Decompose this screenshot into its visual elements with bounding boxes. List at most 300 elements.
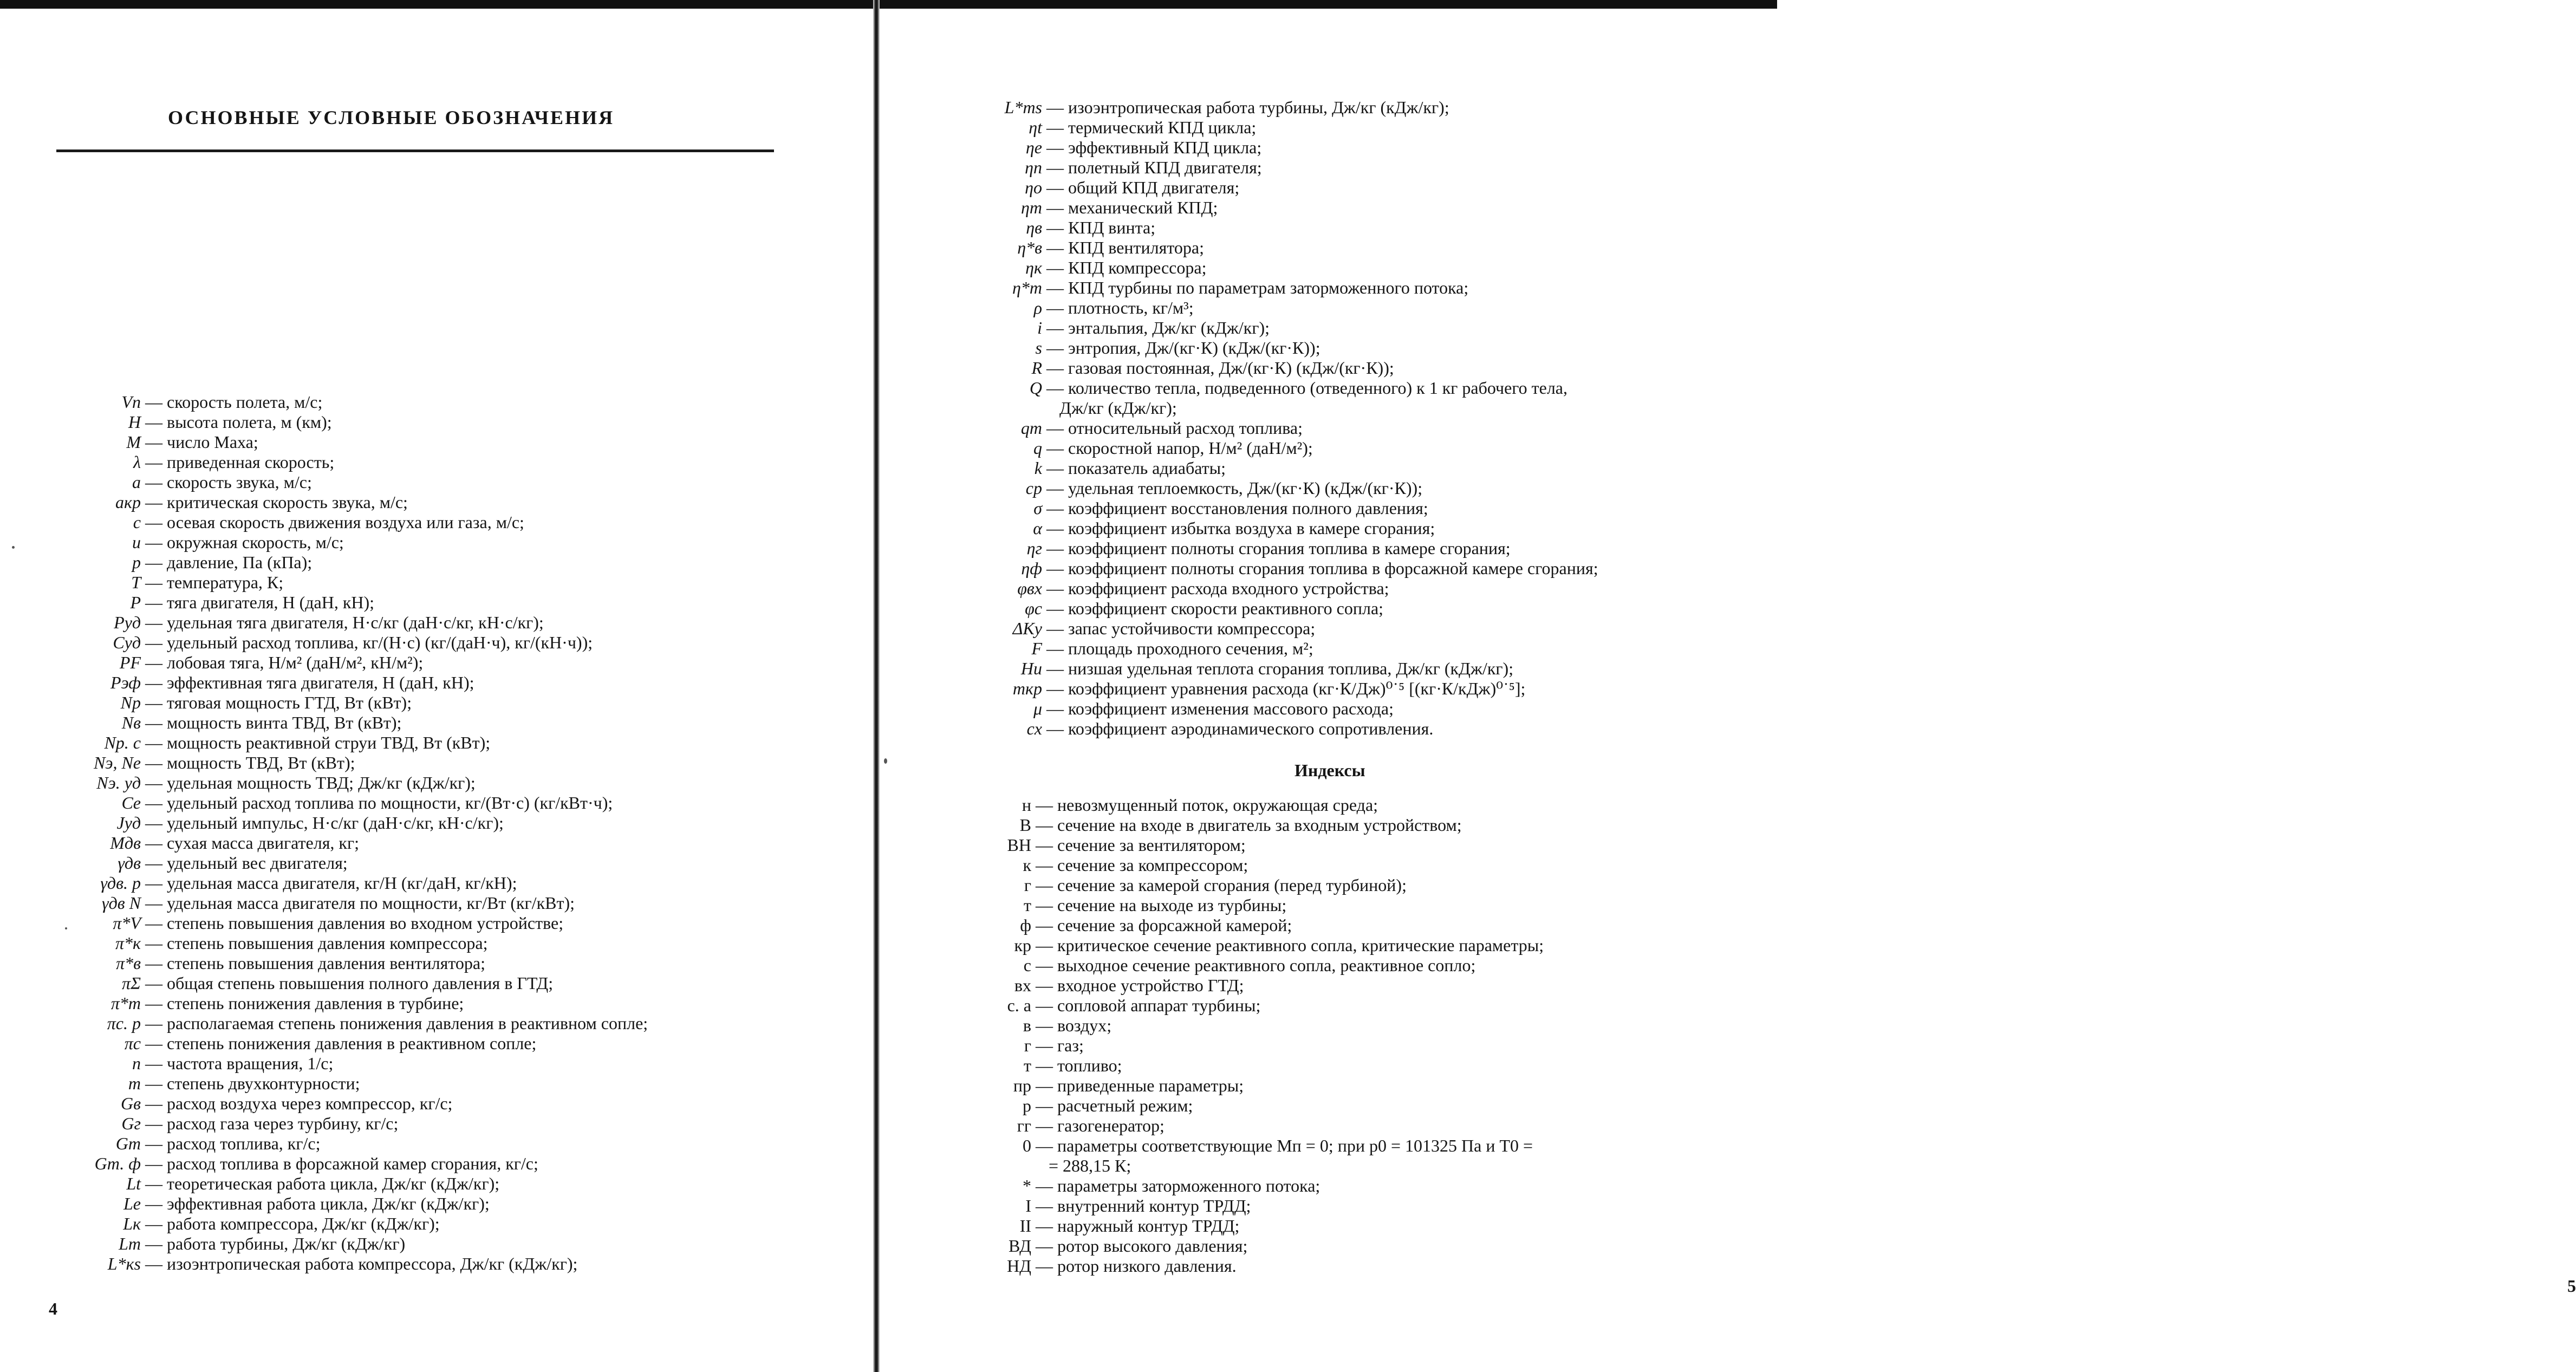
notation-row (32, 1134, 648, 1154)
notation-description: — запас устойчивости компрессора; (1046, 619, 1316, 638)
notation-row (934, 1196, 1544, 1216)
notation-row (934, 438, 1598, 458)
notation-row (934, 719, 1598, 739)
page-heading: ОСНОВНЫЕ УСЛОВНЫЕ ОБОЗНАЧЕНИЯ (168, 107, 615, 128)
notation-symbol: γдв N (101, 893, 141, 913)
notation-symbol: Cуд (113, 633, 141, 652)
notation-symbol: ηt (1029, 118, 1042, 137)
notation-symbol: m (128, 1074, 141, 1093)
notation-row (934, 138, 1598, 158)
notation-description: — коэффициент уравнения расхода (кг·К/Дж)⁰˙⁵ [(кг·К/кДж)⁰˙⁵]; (1046, 679, 1526, 698)
notation-symbol: c (133, 512, 141, 532)
notation-row (934, 378, 1598, 418)
notation-description: — топливо; (1036, 1056, 1122, 1075)
notation-row (934, 1176, 1544, 1196)
notation-description: — лобовая тяга, Н/м² (даН/м², кН/м²); (145, 653, 424, 672)
notation-description: — степень понижения давления в реактивном сопле; (145, 1033, 537, 1053)
notation-row (32, 1154, 648, 1174)
notation-description: — степень повышения давления во входном устройстве; (145, 913, 564, 933)
notation-description: — теоретическая работа цикла, Дж/кг (кДж/кг); (145, 1174, 500, 1193)
notation-description: — коэффициент расхода входного устройства; (1046, 578, 1389, 598)
notation-description: — газовая постоянная, Дж/(кг·К) (кДж/(кг·К)); (1046, 358, 1394, 378)
notation-symbol: mкр (1012, 679, 1042, 698)
notation-symbol: т (1024, 1056, 1031, 1075)
notation-symbol: φс (1025, 599, 1042, 618)
notation-row (32, 1094, 648, 1114)
notation-description: — эффективная тяга двигателя, Н (даН, кН); (145, 673, 474, 692)
notation-symbol: ВД (1009, 1236, 1031, 1256)
notation-row (934, 538, 1598, 558)
notation-description: — степень повышения давления компрессора; (145, 933, 488, 953)
notation-row (934, 599, 1598, 619)
notation-row (934, 955, 1544, 976)
notation-symbol: ηm (1021, 198, 1042, 217)
notation-row (32, 753, 648, 773)
notation-symbol: Lт (119, 1234, 141, 1253)
notation-symbol: т (1024, 895, 1031, 915)
notation-description: — удельная теплоемкость, Дж/(кг·К) (кДж/(кг·К)); (1046, 478, 1423, 498)
notation-row (934, 619, 1598, 639)
notation-row (934, 895, 1544, 915)
notation-symbol: T (131, 573, 141, 592)
notation-symbol: n (132, 1054, 141, 1073)
notation-symbol: Hu (1020, 659, 1042, 678)
scan-speck (884, 758, 887, 764)
notation-row (32, 1194, 648, 1214)
notation-symbol: вх (1014, 976, 1031, 995)
notation-row (32, 1234, 648, 1254)
notation-description: — сечение на входе в двигатель за входным устройством; (1036, 815, 1462, 835)
notation-symbol: ρ (1033, 298, 1042, 317)
notation-row (934, 318, 1598, 338)
notation-description: — коэффициент восстановления полного давления; (1046, 498, 1428, 518)
notation-row (934, 558, 1598, 578)
notation-description: — энтальпия, Дж/кг (кДж/кг); (1046, 318, 1270, 337)
notation-row (32, 773, 648, 793)
notation-row (32, 573, 648, 593)
notation-description: — критическое сечение реактивного сопла, критические параметры; (1036, 935, 1544, 955)
notation-symbol: в (1023, 1016, 1031, 1035)
notation-description: — общий КПД двигателя; (1046, 178, 1240, 197)
notation-description: — расчетный режим; (1036, 1096, 1193, 1115)
notation-row (32, 1214, 648, 1234)
notation-row (934, 578, 1598, 599)
notation-description: — площадь проходного сечения, м²; (1046, 639, 1313, 658)
right-page (880, 0, 2576, 1372)
notation-symbol: πс. р (107, 1013, 141, 1033)
notation-symbol: * (1023, 1176, 1031, 1195)
notation-symbol: qт (1020, 418, 1042, 438)
notation-symbol: Mдв (110, 833, 141, 853)
notation-description: — число Маха; (145, 432, 258, 452)
notation-row (32, 913, 648, 933)
notation-symbol: Vп (121, 392, 141, 412)
notation-description: — ротор низкого давления. (1036, 1256, 1237, 1276)
notation-symbol: π*к (115, 933, 141, 953)
notation-symbol: к (1023, 855, 1031, 875)
notation-symbol: σ (1033, 498, 1042, 518)
heading-rule (56, 149, 774, 152)
notation-description: — сопловой аппарат турбины; (1036, 996, 1261, 1015)
notation-row (32, 853, 648, 873)
notation-row (934, 815, 1544, 835)
notation-description: — термический КПД цикла; (1046, 118, 1257, 137)
notation-description: — расход воздуха через компрессор, кг/с; (145, 1094, 453, 1113)
notation-row (934, 976, 1544, 996)
notation-symbol: πΣ (121, 973, 141, 993)
notation-row (934, 498, 1598, 518)
notation-description: — входное устройство ГТД; (1036, 976, 1244, 995)
notation-symbol: I (1025, 1196, 1031, 1215)
notation-description: — степень повышения давления вентилятора; (145, 953, 485, 973)
notation-row (32, 1054, 648, 1074)
notation-description: — газ; (1036, 1036, 1084, 1055)
notation-row (32, 673, 648, 693)
notation-description: — удельный расход топлива, кг/(Н·с) (кг/(даН·ч), кг/(кН·ч)); (145, 633, 593, 652)
notation-symbol: Nв (121, 713, 141, 732)
notation-symbol: Lк (123, 1214, 141, 1233)
notation-description: — критическая скорость звука, м/с; (145, 492, 408, 512)
notation-description: — сечение за компрессором; (1036, 855, 1248, 875)
notation-row (32, 693, 648, 713)
notation-description: — осевая скорость движения воздуха или газа, м/с; (145, 512, 524, 532)
indices-heading: Индексы (1294, 760, 1365, 780)
notation-description: — изоэнтропическая работа турбины, Дж/кг (кДж/кг); (1046, 97, 1449, 117)
notation-row (934, 97, 1598, 118)
notation-description: — выходное сечение реактивного сопла, реактивное сопло; (1036, 955, 1476, 975)
book-spine (873, 0, 880, 1372)
notation-description: — расход топлива в форсажной камер сгорания, кг/с; (145, 1154, 538, 1173)
notation-row (934, 518, 1598, 538)
notation-row (32, 1013, 648, 1033)
notation-description: — приведенная скорость; (145, 452, 335, 472)
notation-row (32, 532, 648, 552)
notation-description: — воздух; (1036, 1016, 1112, 1035)
notation-description: — коэффициент избытка воздуха в камере сгорания; (1046, 518, 1435, 538)
notation-description: — расход газа через турбину, кг/с; (145, 1114, 399, 1133)
notation-description: — скоростной напор, Н/м² (даН/м²); (1046, 438, 1313, 458)
notation-description: — ротор высокого давления; (1036, 1236, 1248, 1256)
notation-description: — высота полета, м (км); (145, 412, 332, 432)
notation-row (32, 953, 648, 973)
notation-symbol: L*тs (1004, 97, 1042, 117)
notation-description: — степень понижения давления в турбине; (145, 993, 464, 1013)
notation-row (32, 1174, 648, 1194)
notation-row (934, 158, 1598, 178)
notation-row (32, 613, 648, 633)
notation-description: — удельная тяга двигателя, Н·с/кг (даН·с/кг, кН·с/кг); (145, 613, 544, 632)
notation-row (32, 512, 648, 532)
notation-symbol: γдв. р (100, 873, 141, 893)
notation-row (934, 1096, 1544, 1116)
notation-symbol: H (128, 412, 141, 432)
indices-list (934, 795, 1544, 1276)
notation-symbol: q (1033, 438, 1042, 458)
notation-row (32, 833, 648, 853)
notation-description: — степень двухконтурности; (145, 1074, 360, 1093)
notation-row (32, 1254, 648, 1274)
notation-description: — коэффициент полноты сгорания топлива в форсажной камере сгорания; (1046, 558, 1598, 578)
notation-row (32, 633, 648, 653)
notation-description: — удельный импульс, Н·с/кг (даН·с/кг, кН·с/кг); (145, 813, 504, 833)
page-number-right: 5 (2567, 1276, 2576, 1296)
notation-symbol: α (1033, 518, 1042, 538)
page-number-left: 4 (49, 1299, 57, 1318)
notation-description: — мощность винта ТВД, Вт (кВт); (145, 713, 402, 732)
notation-row (934, 1216, 1544, 1236)
notation-row (32, 412, 648, 432)
notation-row (934, 298, 1598, 318)
notation-row (934, 178, 1598, 198)
notation-symbol: M (126, 432, 141, 452)
notation-row (32, 733, 648, 753)
notation-row (32, 653, 648, 673)
notation-description: — удельный расход топлива по мощности, кг/(Вт·с) (кг/кВт·ч); (145, 793, 613, 812)
scan-speck (65, 927, 67, 929)
notation-description: — энтропия, Дж/(кг·К) (кДж/(кг·К)); (1046, 338, 1320, 357)
notation-description: — коэффициент полноты сгорания топлива в камере сгорания; (1046, 538, 1511, 558)
notation-description: — параметры заторможенного потока; (1036, 1176, 1320, 1195)
notation-description: — плотность, кг/м³; (1046, 298, 1194, 317)
notation-description: — сечение на выходе из турбины; (1036, 895, 1287, 915)
notation-description: — относительный расход топлива; (1046, 418, 1303, 438)
notation-symbol: cx (1026, 719, 1042, 738)
notation-row (32, 973, 648, 993)
notation-description: — полетный КПД двигателя; (1046, 158, 1262, 177)
notation-row (934, 1256, 1544, 1276)
notation-description: — располагаемая степень понижения давления в реактивном сопле; (145, 1013, 648, 1033)
notation-symbol: Nэ, Ne (94, 753, 141, 772)
notation-description: — удельная масса двигателя по мощности, кг/Вт (кг/кВт); (145, 893, 575, 913)
notation-symbol: k (1034, 458, 1042, 478)
notation-description: — работа турбины, Дж/кг (кДж/кг) (145, 1234, 406, 1253)
notation-row (934, 1136, 1544, 1176)
notation-row (32, 873, 648, 893)
notation-description: — газогенератор; (1036, 1116, 1165, 1135)
notation-row (32, 392, 648, 412)
notation-row (934, 278, 1598, 298)
notation-symbol: р (1023, 1096, 1031, 1115)
notation-symbol: Jуд (116, 813, 141, 833)
notation-symbol: π*V (113, 913, 141, 933)
notation-description: — коэффициент аэродинамического сопротивления. (1046, 719, 1434, 738)
notation-description: — общая степень повышения полного давления в ГТД; (145, 973, 554, 993)
notation-symbol: a (132, 472, 141, 492)
notation-symbol: Lt (126, 1174, 141, 1193)
notation-description: — удельная мощность ТВД; Дж/кг (кДж/кг); (145, 773, 476, 792)
notation-row (32, 713, 648, 733)
notation-symbol: Gв (121, 1094, 141, 1113)
notation-description: — внутренний контур ТРДД; (1036, 1196, 1251, 1215)
notation-description: — невозмущенный поток, окружающая среда; (1036, 795, 1378, 815)
notation-symbol: cp (1025, 478, 1042, 498)
notation-row (934, 218, 1598, 238)
notation-symbol: НД (1007, 1256, 1031, 1276)
notation-row (32, 793, 648, 813)
notation-description: — показатель адиабаты; (1046, 458, 1226, 478)
notation-symbol: II (1019, 1216, 1031, 1236)
notation-symbol: P (130, 593, 141, 612)
notation-description: — механический КПД; (1046, 198, 1218, 217)
notation-row (32, 813, 648, 833)
notation-description: — наружный контур ТРДД; (1036, 1216, 1240, 1236)
notation-description: — сечение за вентилятором; (1036, 835, 1246, 855)
notation-row (32, 472, 648, 492)
notation-symbol: ηe (1025, 138, 1042, 157)
notation-row (32, 933, 648, 953)
notation-description: — эффективный КПД цикла; (1046, 138, 1262, 157)
notation-row (934, 935, 1544, 955)
notation-row (934, 1116, 1544, 1136)
notation-symbol: ηо (1025, 178, 1042, 197)
notation-symbol: φвх (1017, 578, 1042, 598)
notation-row (934, 1056, 1544, 1076)
notation-description: — количество тепла, подведенного (отведенного) к 1 кг рабочего тела, Дж/кг (кДж/кг); (1046, 378, 1567, 418)
notation-row (32, 593, 648, 613)
notation-description: — удельный вес двигателя; (145, 853, 348, 873)
notation-symbol: Gт. ф (94, 1154, 141, 1173)
notation-symbol: Le (123, 1194, 141, 1213)
notation-row (934, 996, 1544, 1016)
notation-symbol: aкр (115, 492, 141, 512)
notation-symbol: ΔKу (1012, 619, 1042, 638)
notation-symbol: i (1037, 318, 1042, 337)
notation-symbol: η*в (1017, 238, 1042, 257)
notation-description: — тяговая мощность ГТД, Вт (кВт); (145, 693, 412, 712)
notation-row (934, 1076, 1544, 1096)
notation-row (934, 659, 1598, 679)
notation-symbol: пр (1013, 1076, 1031, 1095)
notation-row (934, 1036, 1544, 1056)
notation-symbol: λ (133, 452, 141, 472)
notation-row (934, 679, 1598, 699)
notation-description: — КПД винта; (1046, 218, 1156, 237)
notation-symbol: Gг (121, 1114, 141, 1133)
notation-description: — работа компрессора, Дж/кг (кДж/кг); (145, 1214, 440, 1233)
notation-row (934, 1236, 1544, 1256)
notation-description: — скорость полета, м/с; (145, 392, 323, 412)
notation-symbol: Ce (121, 793, 141, 812)
notation-description: — окружная скорость, м/с; (145, 532, 344, 552)
notation-row (934, 915, 1544, 935)
notation-description: — удельная масса двигателя, кг/Н (кг/даН, кг/кН); (145, 873, 517, 893)
left-page (0, 0, 873, 1372)
notation-symbol: 0 (1023, 1136, 1031, 1155)
notation-symbol: ηв (1026, 218, 1042, 237)
notation-symbol: p (132, 552, 141, 572)
notation-list-right (934, 97, 1598, 739)
notation-symbol: Pэф (110, 673, 141, 692)
notation-symbol: Nр. с (104, 733, 141, 752)
notation-symbol: μ (1033, 699, 1042, 718)
notation-symbol: ηк (1025, 258, 1042, 277)
notation-row (934, 238, 1598, 258)
notation-symbol: Gт (115, 1134, 141, 1153)
notation-row (934, 478, 1598, 498)
notation-description: — сечение за камерой сгорания (перед турбиной); (1036, 875, 1407, 895)
notation-row (934, 198, 1598, 218)
notation-symbol: πс (124, 1033, 141, 1053)
notation-symbol: L*кs (107, 1254, 141, 1273)
notation-description: — частота вращения, 1/с; (145, 1054, 334, 1073)
notation-symbol: кр (1014, 935, 1031, 955)
notation-row (32, 893, 648, 913)
notation-row (934, 875, 1544, 895)
notation-symbol: ηг (1026, 538, 1042, 558)
notation-description: — скорость звука, м/с; (145, 472, 312, 492)
notation-symbol: с. а (1007, 996, 1031, 1015)
notation-description: — мощность ТВД, Вт (кВт); (145, 753, 355, 772)
notation-row (934, 639, 1598, 659)
notation-symbol: В (1019, 815, 1031, 835)
notation-description: — сечение за форсажной камерой; (1036, 915, 1292, 935)
notation-symbol: π*в (116, 953, 141, 973)
notation-symbol: η*т (1012, 278, 1042, 297)
notation-row (934, 699, 1598, 719)
notation-row (934, 458, 1598, 478)
notation-row (934, 118, 1598, 138)
notation-row (32, 492, 648, 512)
notation-description: — КПД вентилятора; (1046, 238, 1204, 257)
notation-row (32, 452, 648, 472)
notation-symbol: π*т (110, 993, 141, 1013)
notation-symbol: Nр (120, 693, 141, 712)
notation-description: — коэффициент скорости реактивного сопла; (1046, 599, 1384, 618)
notation-row (934, 795, 1544, 815)
notation-description: — коэффициент изменения массового расхода; (1046, 699, 1394, 718)
notation-row (934, 835, 1544, 855)
notation-row (32, 1114, 648, 1134)
notation-row (934, 1016, 1544, 1036)
notation-symbol: ф (1020, 915, 1031, 935)
notation-symbol: Nэ. уд (96, 773, 141, 792)
notation-symbol: F (1031, 639, 1042, 658)
notation-row (934, 358, 1598, 378)
notation-row (32, 1074, 648, 1094)
notation-symbol: гг (1017, 1116, 1031, 1135)
notation-description: — сухая масса двигателя, кг; (145, 833, 359, 853)
notation-description: — параметры соответствующие Mп = 0; при p0 = 101325 Па и T0 = = 288,15 К; (1036, 1136, 1533, 1175)
notation-symbol: ηп (1025, 158, 1042, 177)
notation-description: — тяга двигателя, Н (даН, кН); (145, 593, 375, 612)
notation-symbol: s (1035, 338, 1042, 357)
notation-symbol: с (1023, 955, 1031, 975)
notation-description: — давление, Па (кПа); (145, 552, 313, 572)
notation-symbol: г (1024, 1036, 1031, 1055)
notation-symbol: г (1024, 875, 1031, 895)
notation-row (32, 552, 648, 573)
notation-description: — КПД турбины по параметрам заторможенного потока; (1046, 278, 1469, 297)
scan-speck (12, 546, 15, 549)
notation-symbol: Pуд (114, 613, 141, 632)
notation-row (934, 855, 1544, 875)
notation-description: — КПД компрессора; (1046, 258, 1207, 277)
notation-symbol: ηф (1021, 558, 1042, 578)
notation-description: — низшая удельная теплота сгорания топлива, Дж/кг (кДж/кг); (1046, 659, 1514, 678)
notation-description: — приведенные параметры; (1036, 1076, 1244, 1095)
notation-symbol: u (132, 532, 141, 552)
notation-row (934, 338, 1598, 358)
notation-symbol: н (1022, 795, 1031, 815)
notation-symbol: γдв (118, 853, 141, 873)
notation-list-left (32, 392, 648, 1274)
notation-symbol: ВН (1007, 835, 1031, 855)
notation-row (32, 993, 648, 1013)
notation-description: — изоэнтропическая работа компрессора, Дж/кг (кДж/кг); (145, 1254, 578, 1273)
notation-symbol: R (1031, 358, 1042, 378)
notation-row (934, 258, 1598, 278)
notation-row (32, 432, 648, 452)
